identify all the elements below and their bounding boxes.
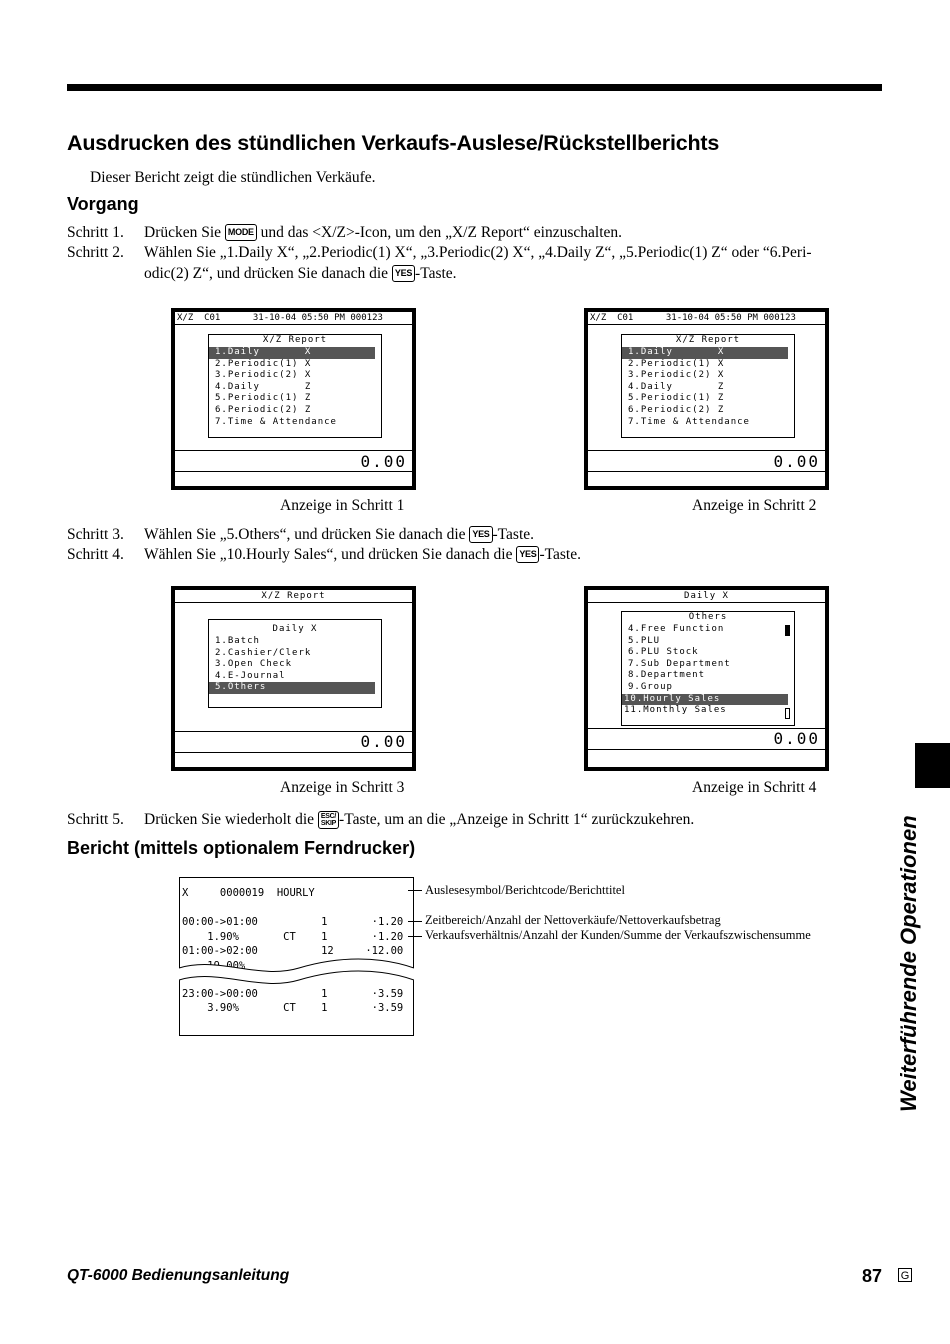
divider <box>175 471 412 472</box>
page-number: 87 <box>862 1266 883 1286</box>
receipt-line: 01:00->02:00 12 ·12.00 <box>182 945 404 957</box>
leader-line <box>408 890 422 891</box>
screen-title: X/Z Report <box>175 590 412 603</box>
menu-item[interactable]: 3.Open Check <box>215 659 293 670</box>
leader-line <box>408 936 422 937</box>
menu-item[interactable]: 4.E-Journal <box>215 670 286 681</box>
menu-item[interactable]: 9.Group <box>628 681 673 692</box>
menu-title: X/Z Report <box>675 335 741 345</box>
menu-item[interactable]: 5.Periodic(1) Z <box>628 393 725 404</box>
step-2: Schritt 2. Wählen Sie „1.Daily X“, „2.Periodic(1) X“, „3.Periodic(2) X“, „4.Daily Z“, „5.Periodic(1) Z“ oder “6.Peri- <box>67 244 812 261</box>
menu-item[interactable]: 7.Time & Attendance <box>215 416 337 427</box>
legend-item: Auslesesymbol/Berichtcode/Berichttitel <box>425 883 625 897</box>
menu-item[interactable]: 3.Periodic(2) X <box>215 370 312 381</box>
menu-item[interactable]: 10.Hourly Sales <box>622 694 788 706</box>
divider <box>588 749 825 750</box>
menu-title: X/Z Report <box>262 335 328 345</box>
section-tab <box>915 743 950 788</box>
display-step-4 <box>584 586 829 771</box>
menu-item[interactable]: 1.Daily X <box>622 347 788 359</box>
receipt-line: 00:00->01:00 1 ·1.20 <box>182 916 404 928</box>
menu-item[interactable]: 7.Time & Attendance <box>628 416 750 427</box>
menu-item[interactable]: 1.Daily X <box>209 347 375 359</box>
caption-step-4: Anzeige in Schritt 4 <box>692 779 817 796</box>
mode-key-icon: MODE <box>225 224 257 241</box>
menu-item[interactable]: 11.Monthly Sales <box>624 705 727 716</box>
amount-display: 0.00 <box>773 452 820 471</box>
display-step-3 <box>171 586 416 771</box>
leader-line <box>408 921 422 922</box>
receipt-header: X 0000019 HOURLY <box>182 887 315 899</box>
menu-item[interactable]: 5.Others <box>209 682 375 694</box>
legend-item: Verkaufsverhältnis/Anzahl der Kunden/Summe der Verkaufszwischensumme <box>425 928 811 942</box>
page-title: Ausdrucken des stündlichen Verkaufs-Auslese/Rückstellberichts <box>67 131 720 155</box>
screen-title: Daily X <box>588 590 825 603</box>
menu-item[interactable]: 2.Periodic(1) X <box>215 358 312 369</box>
divider <box>175 752 412 753</box>
receipt-line: 19.00% <box>182 960 246 969</box>
menu-box <box>208 334 382 438</box>
menu-item[interactable]: 1.Batch <box>215 636 260 646</box>
amount-display: 0.00 <box>360 732 407 751</box>
menu-item[interactable]: 7.Sub Department <box>628 658 731 669</box>
amount-display: 0.00 <box>773 729 820 748</box>
step-1: Schritt 1. Drücken Sie MODE und das <X/Z>-Icon, um den „X/Z Report“ einzuschalten. <box>67 224 622 241</box>
tear-wave-icon <box>179 958 414 988</box>
menu-box <box>621 334 795 438</box>
report-heading: Bericht (mittels optionalem Ferndrucker) <box>67 838 416 858</box>
receipt-line: 23:00->00:00 1 ·3.59 <box>182 988 404 1000</box>
menu-title: Others <box>688 612 728 622</box>
footer-manual-title: QT-6000 Bedienungsanleitung <box>67 1267 290 1284</box>
menu-item[interactable]: 2.Cashier/Clerk <box>215 647 312 658</box>
yes-key-icon: YES <box>516 546 539 563</box>
caption-step-1: Anzeige in Schritt 1 <box>280 497 405 514</box>
yes-key-icon: YES <box>469 526 492 543</box>
display-step-2 <box>584 308 829 490</box>
status-bar: X/Z C01 31-10-04 05:50 PM 000123 <box>175 312 412 325</box>
scroll-up-indicator-icon <box>785 625 790 636</box>
esc-skip-key-icon: ESC/ SKIP <box>318 811 339 829</box>
top-rule <box>67 84 882 91</box>
divider <box>175 450 412 451</box>
menu-item[interactable]: 5.PLU <box>628 635 661 646</box>
menu-box <box>621 611 795 726</box>
menu-title: Daily X <box>272 624 318 634</box>
step-4: Schritt 4. Wählen Sie „10.Hourly Sales“, und drücken Sie danach die YES -Taste. <box>67 546 581 563</box>
menu-item[interactable]: 8.Department <box>628 670 706 681</box>
menu-item[interactable]: 3.Periodic(2) X <box>628 370 725 381</box>
caption-step-2: Anzeige in Schritt 2 <box>692 497 817 514</box>
menu-item[interactable]: 5.Periodic(1) Z <box>215 393 312 404</box>
intro-text: Dieser Bericht zeigt die stündlichen Verkäufe. <box>90 169 376 186</box>
procedure-heading: Vorgang <box>67 194 139 214</box>
scroll-down-indicator-icon <box>785 708 790 719</box>
menu-item[interactable]: 4.Daily Z <box>215 381 312 392</box>
legend-item: Zeitbereich/Anzahl der Nettoverkäufe/Nettoverkaufsbetrag <box>425 913 721 927</box>
menu-item[interactable]: 4.Free Function <box>628 624 725 634</box>
menu-item[interactable]: 4.Daily Z <box>628 381 725 392</box>
language-badge: G <box>898 1268 912 1282</box>
sample-receipt <box>179 877 414 1036</box>
divider <box>588 471 825 472</box>
receipt-line: 1.90% CT 1 ·1.20 <box>182 931 404 943</box>
step-3: Schritt 3. Wählen Sie „5.Others“, und drücken Sie danach die YES -Taste. <box>67 526 535 543</box>
display-step-1 <box>171 308 416 490</box>
menu-item[interactable]: 6.Periodic(2) Z <box>215 404 312 415</box>
yes-key-icon: YES <box>392 265 415 282</box>
menu-item[interactable]: 6.PLU Stock <box>628 647 699 658</box>
divider <box>588 450 825 451</box>
amount-display: 0.00 <box>360 452 407 471</box>
menu-item[interactable]: 2.Periodic(1) X <box>628 358 725 369</box>
status-bar: X/Z C01 31-10-04 05:50 PM 000123 <box>588 312 825 325</box>
menu-box <box>208 619 382 708</box>
section-side-label: Weiterführende Operationen <box>896 815 921 1112</box>
caption-step-3: Anzeige in Schritt 3 <box>280 779 405 796</box>
receipt-line: 3.90% CT 1 ·3.59 <box>182 1002 404 1014</box>
menu-item[interactable]: 6.Periodic(2) Z <box>628 404 725 415</box>
step-2-cont: odic(2) Z“, und drücken Sie danach die YES -Taste. <box>144 265 457 282</box>
step-5: Schritt 5. Drücken Sie wiederholt die ESC/ SKIP -Taste, um an die „Anzeige in Schritt 1“ zurückzukehren. <box>67 811 695 828</box>
